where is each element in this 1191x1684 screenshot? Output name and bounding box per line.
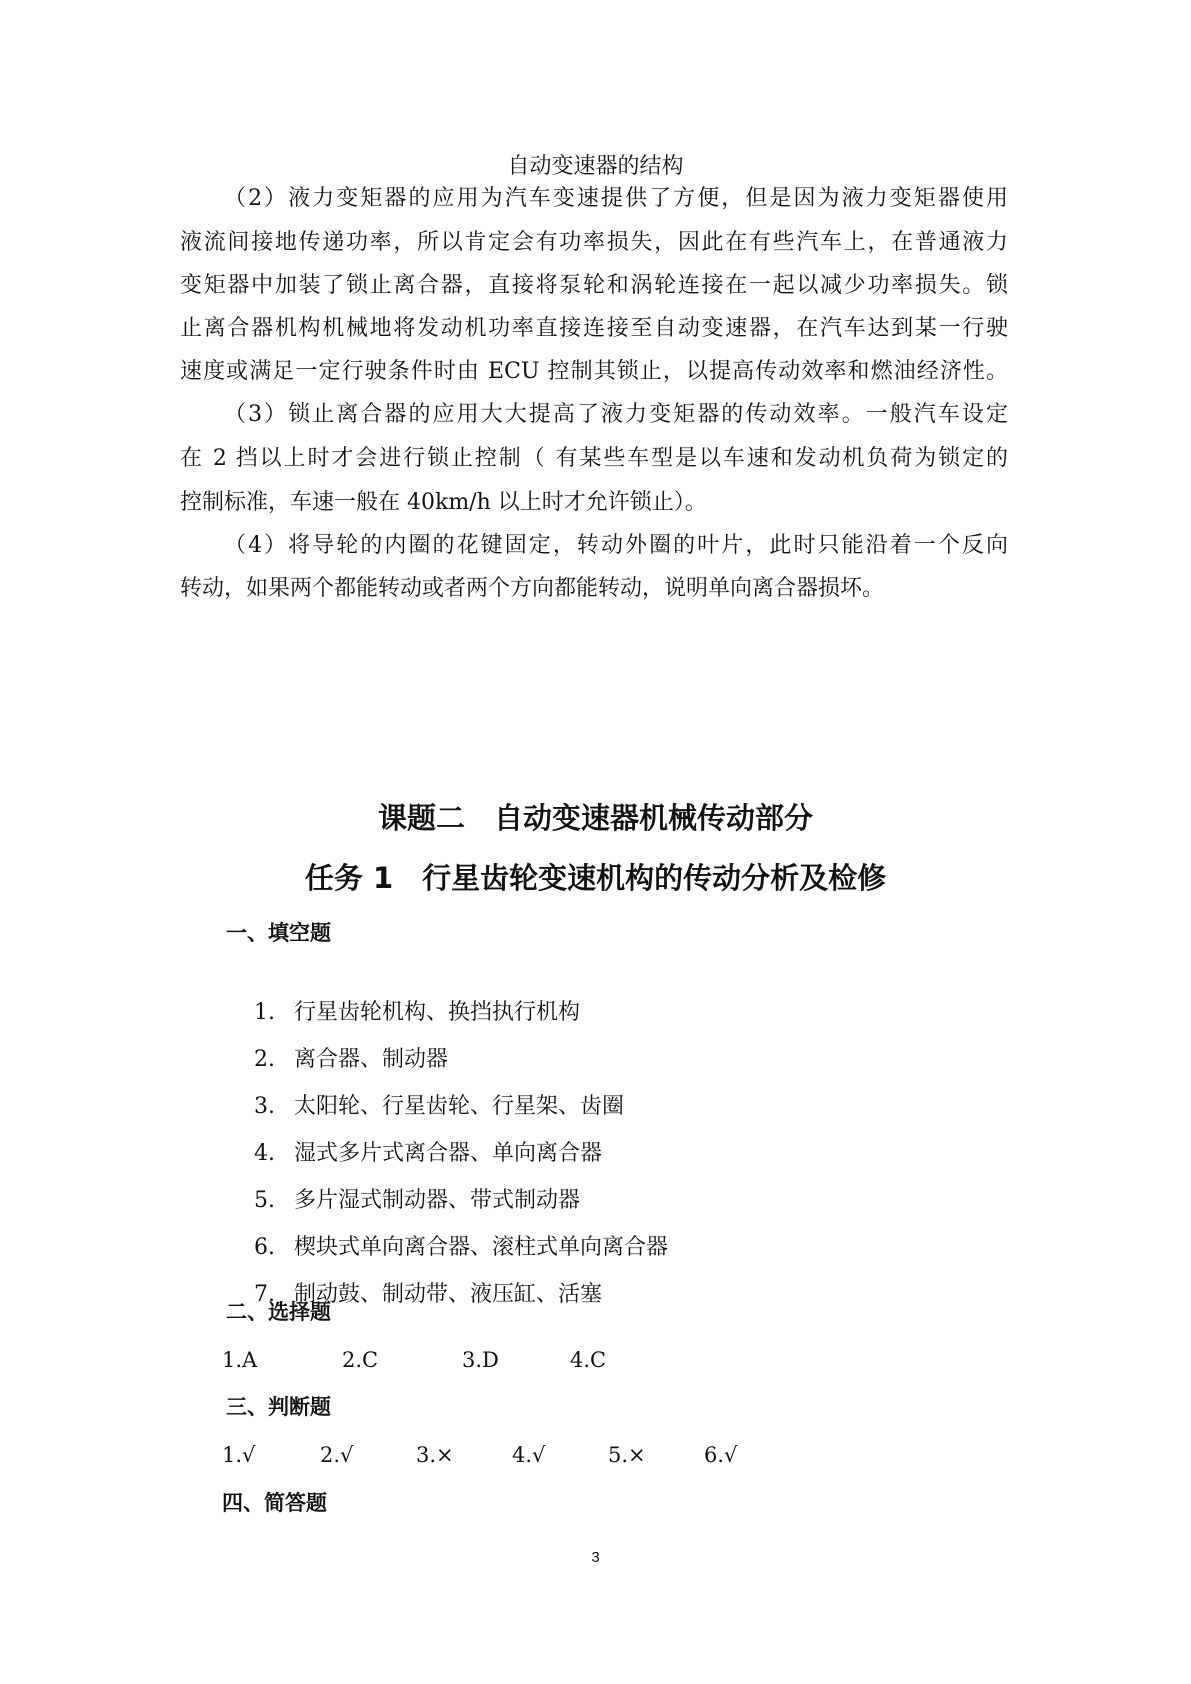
fill-item-number: 2.	[253, 1047, 275, 1072]
judge-answer: 4.√	[512, 1443, 546, 1467]
page-number: 3	[591, 1549, 600, 1566]
fill-item-number: 4.	[253, 1141, 275, 1166]
fill-item-text: 行星齿轮机构、换挡执行机构	[293, 1000, 580, 1025]
choice-answer: 4.C	[570, 1348, 607, 1372]
paragraph-3-line-3: 控制标准，车速一般在 40km/h 以上时才允许锁止）。	[180, 490, 707, 515]
paragraph-2-line-5: 速度或满足一定行驶条件时由 ECU 控制其锁止，以提高传动效率和燃油经济性。	[180, 359, 1008, 384]
choice-answer: 2.C	[342, 1348, 379, 1372]
paragraph-2-line-1: （2）液力变矩器的应用为汽车变速提供了方便，但是因为液力变矩器使用	[224, 186, 1008, 211]
fill-item-number: 3.	[253, 1094, 275, 1119]
judge-answer: 2.√	[320, 1443, 354, 1467]
paragraph-4-line-1: （4）将导轮的内圈的花键固定，转动外圈的叶片，此时只能沿着一个反向	[224, 533, 1008, 558]
paragraph-4-line-2: 转动，如果两个都能转动或者两个方向都能转动，说明单向离合器损坏。	[180, 576, 885, 601]
fill-item-text: 制动鼓、制动带、液压缸、活塞	[293, 1282, 602, 1307]
fill-item-text: 楔块式单向离合器、滚柱式单向离合器	[293, 1235, 668, 1260]
choice-answer: 3.D	[462, 1348, 499, 1372]
fill-item-text: 多片湿式制动器、带式制动器	[293, 1188, 580, 1213]
judge-answer: 5.×	[608, 1443, 646, 1467]
chapter-title: 课题二 自动变速器机械传动部分	[377, 801, 813, 835]
task-title: 任务 1 行星齿轮变速机构的传动分析及检修	[304, 861, 887, 895]
choice-answer: 1.A	[222, 1348, 258, 1372]
fill-item-number: 1.	[253, 1000, 275, 1025]
section-title-fill: 一、填空题	[226, 921, 331, 945]
paragraph-3-line-1: （3）锁止离合器的应用大大提高了液力变矩器的传动效率。一般汽车设定	[224, 402, 1008, 427]
figure-caption: 自动变速器的结构	[507, 154, 684, 179]
fill-item-text: 湿式多片式离合器、单向离合器	[293, 1141, 602, 1166]
fill-item-number: 5.	[253, 1188, 275, 1213]
judge-answer: 6.√	[704, 1443, 738, 1467]
section-title-short: 四、简答题	[222, 1491, 327, 1515]
section-title-judge: 三、判断题	[226, 1395, 331, 1419]
fill-item-number: 6.	[253, 1235, 275, 1260]
paragraph-2-line-2: 液流间接地传递功率，所以肯定会有功率损失，因此在有些汽车上，在普通液力	[180, 230, 1008, 255]
paragraph-2-line-4: 止离合器机构机械地将发动机功率直接连接至自动变速器，在汽车达到某一行驶	[180, 316, 1008, 341]
paragraph-2-line-3: 变矩器中加装了锁止离合器，直接将泵轮和涡轮连接在一起以减少功率损失。锁	[180, 273, 1008, 298]
fill-item-text: 离合器、制动器	[293, 1047, 448, 1072]
fill-item-number: 7.	[253, 1282, 275, 1307]
judge-answer: 3.×	[416, 1443, 454, 1467]
fill-item-text: 太阳轮、行星齿轮、行星架、齿圈	[293, 1094, 624, 1119]
section-title-choice: 二、选择题	[226, 1300, 331, 1324]
paragraph-3-line-2: 在 2 挡以上时才会进行锁止控制（ 有某些车型是以车速和发动机负荷为锁定的	[180, 446, 1008, 471]
judge-answer: 1.√	[222, 1443, 256, 1467]
